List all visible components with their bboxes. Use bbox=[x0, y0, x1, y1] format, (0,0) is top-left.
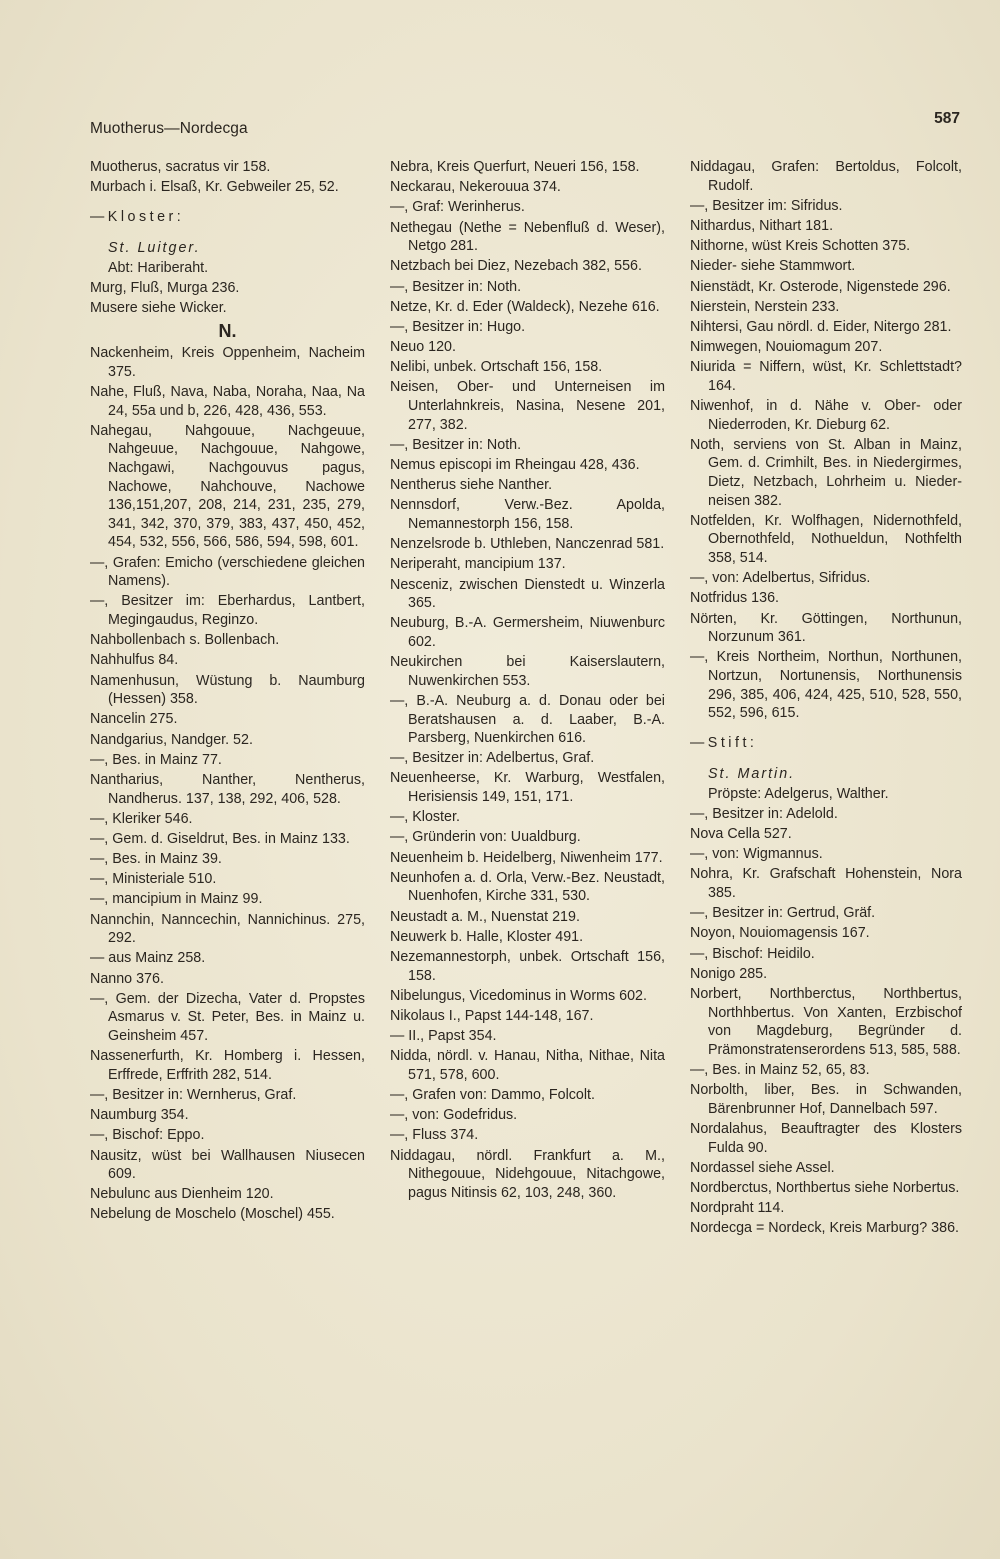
index-entry: —, Bischof: Heidilo. bbox=[690, 945, 815, 962]
index-entry: Nezemannestorph, unbek. Ortschaft 156, 158. bbox=[390, 948, 665, 984]
index-entry: Nordassel siehe Assel. bbox=[690, 1159, 835, 1176]
index-entry: Neuburg, B.-A. Germersheim, Niuwenburc 602. bbox=[390, 615, 665, 650]
index-entry: Niwenhof, in d. Nähe v. Ober- oder Niederroden, Kr. Dieburg 62. bbox=[690, 398, 962, 433]
index-entry: Pröpste: Adelgerus, Walther. bbox=[708, 785, 889, 802]
index-entry: —, Kreis Northeim, Northun, Northunen, Nortzun, Nortunensis, Northunensis 296, 385, 406, 424, 425, 510, 528, 550, 552, 596, 615. bbox=[690, 649, 962, 722]
index-entry: Nannchin, Nanncechin, Nannichinus. 275, 292. bbox=[90, 911, 365, 947]
index-entry: Nikolaus I., Papst 144-148, 167. bbox=[390, 1007, 594, 1024]
index-entry: Norbert, Northberctus, Northbertus, Northhbertus. Von Xanten, Erzbischof von Magdeburg, Begründer d. Prämonstratenserordens 513, 585, 588. bbox=[690, 985, 962, 1058]
index-entry: Muotherus, sacratus vir 158. bbox=[90, 159, 271, 175]
index-entry: Nienstädt, Kr. Osterode, Nigenstede 296. bbox=[690, 278, 951, 295]
index-entry: Nahbollenbach s. Bollenbach. bbox=[90, 632, 280, 649]
index-entry: Notfelden, Kr. Wolfhagen, Nidernothfeld, Obernothfeld, Nothueldun, Nothfelth 358, 514. bbox=[690, 512, 962, 566]
index-entry: Nennsdorf, Verw.-Bez. Apolda, Nemannestorph 156, 158. bbox=[390, 497, 665, 532]
index-entry: —, Graf: Werinherus. bbox=[390, 199, 525, 216]
index-entry: Nordberctus, Northbertus siehe Norbertus. bbox=[690, 1179, 960, 1196]
index-entry: Niurida = Niffern, wüst, Kr. Schlettstadt? 164. bbox=[690, 359, 962, 394]
index-entry: Neuenheerse, Kr. Warburg, Westfalen, Herisiensis 149, 151, 171. bbox=[390, 770, 665, 806]
index-entry: Neriperaht, mancipium 137. bbox=[390, 556, 566, 573]
index-entry: Nahegau, Nahgouue, Nachgeuue, Nahgeuue, Nachgouue, Nahgowe, Nachgawi, Nachgouvus pagus, Nachowe, Nahchouve, Nachowe 136,151,207, 208, 214, 231, 235, 279, 341, 342, 370, 379, 383, 437, 450, 452, 454, 532, 556, 566, 586, 594, 598, 601. bbox=[90, 422, 365, 551]
index-entry: Nidda, nördl. v. Hanau, Nitha, Nithae, Nita 571, 578, 600. bbox=[390, 1048, 665, 1083]
index-entry: Nancelin 275. bbox=[90, 711, 178, 728]
index-entry: —, Besitzer in: Adelbertus, Graf. bbox=[390, 750, 595, 767]
index-entry: Nithardus, Nithart 181. bbox=[690, 217, 834, 234]
index-entry: Netze, Kr. d. Eder (Waldeck), Nezehe 616. bbox=[390, 298, 660, 315]
index-entry: —, Bischof: Eppo. bbox=[90, 1127, 205, 1144]
index-entry: Nanno 376. bbox=[90, 970, 164, 987]
index-entry: —, Besitzer in: Noth. bbox=[390, 436, 522, 453]
index-entry: Nebulunc aus Dienheim 120. bbox=[90, 1186, 274, 1203]
index-entry: Nahe, Fluß, Nava, Naba, Noraha, Naa, Na 24, 55a und b, 226, 428, 436, 553. bbox=[90, 384, 365, 419]
index-entry: —, von: Godefridus. bbox=[390, 1107, 518, 1124]
index-entry: Murbach i. Elsaß, Kr. Gebweiler 25, 52. bbox=[90, 179, 339, 196]
index-entry: Nausitz, wüst bei Wallhausen Niusecen 609. bbox=[90, 1147, 365, 1183]
index-subheading-italic: St. Luitger. bbox=[108, 239, 201, 256]
index-subheading: —Stift: bbox=[690, 735, 758, 752]
index-entry: Nordalahus, Beauftragter des Klosters Fulda 90. bbox=[690, 1120, 962, 1156]
index-entry: —, Besitzer in: Noth. bbox=[390, 278, 522, 295]
index-entry: Nonigo 285. bbox=[690, 965, 768, 982]
index-entry: —, Gründerin von: Uualdburg. bbox=[390, 829, 581, 846]
index-entry: Neuo 120. bbox=[390, 339, 456, 356]
index-entry: Nibelungus, Vicedominus in Worms 602. bbox=[390, 987, 647, 1004]
index-entry: —, Kloster. bbox=[390, 809, 460, 826]
index-entry: Neisen, Ober- und Unterneisen im Unterlahnkreis, Nasina, Nesene 201, 277, 382. bbox=[390, 379, 665, 433]
index-entry: Noyon, Nouiomagensis 167. bbox=[690, 925, 870, 942]
index-entry: Abt: Hariberaht. bbox=[108, 259, 209, 276]
index-subheading-italic: St. Martin. bbox=[708, 765, 796, 782]
section-letter: N. bbox=[218, 320, 237, 341]
index-entry: —, Besitzer im: Eberhardus, Lantbert, Megingaudus, Reginzo. bbox=[90, 593, 365, 628]
running-head: Muotherus—Nordecga bbox=[90, 120, 248, 137]
index-entry: Norbolth, liber, Bes. in Schwanden, Bärenbrunner Hof, Dannelbach 597. bbox=[690, 1082, 962, 1117]
index-entry: Niddagau, nördl. Frankfurt a. M., Nithegouue, Nidehgouue, Nitachgowe, pagus Nitinsis 62, 103, 248, 360. bbox=[390, 1147, 665, 1201]
index-entry: Nordecga = Nordeck, Kreis Marburg? 386. bbox=[690, 1220, 959, 1237]
index-entry: Nassenerfurth, Kr. Homberg i. Hessen, Erffrede, Erffrith 282, 514. bbox=[90, 1048, 365, 1083]
index-entry: —, Kleriker 546. bbox=[90, 810, 193, 827]
index-entry: —, von: Wigmannus. bbox=[690, 846, 823, 863]
index-entry: Nesceniz, zwischen Dienstedt u. Winzerla 365. bbox=[390, 576, 665, 612]
index-entry: —, mancipium in Mainz 99. bbox=[90, 891, 263, 908]
index-entry: Neustadt a. M., Nuenstat 219. bbox=[390, 908, 580, 925]
index-entry: — aus Mainz 258. bbox=[90, 950, 206, 967]
index-entry: Nandgarius, Nandger. 52. bbox=[90, 731, 253, 748]
index-entry: Nova Cella 527. bbox=[690, 826, 792, 843]
index-column-2 bbox=[390, 158, 665, 1204]
index-entry: Nihtersi, Gau nördl. d. Eider, Nitergo 281. bbox=[690, 318, 952, 335]
index-entry: —, Besitzer in: Gertrud, Gräf. bbox=[690, 905, 876, 922]
index-entry: Nohra, Kr. Grafschaft Hohenstein, Nora 385. bbox=[690, 866, 962, 902]
index-entry: Neuwerk b. Halle, Kloster 491. bbox=[390, 928, 584, 945]
index-entry: Nethegau (Nethe = Nebenfluß d. Weser), Netgo 281. bbox=[390, 219, 665, 255]
index-entry: Naumburg 354. bbox=[90, 1107, 189, 1124]
index-entry: Murg, Fluß, Murga 236. bbox=[90, 279, 240, 296]
index-entry: —, Fluss 374. bbox=[390, 1127, 479, 1144]
index-entry: Nelibi, unbek. Ortschaft 156, 158. bbox=[390, 359, 603, 376]
index-entry: Neckarau, Nekerouua 374. bbox=[390, 179, 561, 196]
index-entry: — II., Papst 354. bbox=[390, 1028, 497, 1045]
index-entry: Neukirchen bei Kaiserslautern, Nuwenkirchen 553. bbox=[390, 654, 665, 689]
index-column-1 bbox=[90, 158, 365, 1226]
index-entry: —, Ministeriale 510. bbox=[90, 871, 217, 888]
index-entry: Nenzelsrode b. Uthleben, Nanczenrad 581. bbox=[390, 536, 665, 553]
index-entry: —, Besitzer im: Sifridus. bbox=[690, 197, 843, 214]
index-entry: —, Besitzer in: Hugo. bbox=[390, 318, 526, 335]
index-entry: Nemus episcopi im Rheingau 428, 436. bbox=[390, 457, 640, 474]
index-entry: —, B.-A. Neuburg a. d. Donau oder bei Beratshausen a. d. Laaber, B.-A. Parsberg, Nuenkirchen 616. bbox=[390, 692, 665, 747]
index-entry: —, von: Adelbertus, Sifridus. bbox=[690, 570, 871, 587]
index-entry: —, Bes. in Mainz 77. bbox=[90, 751, 222, 768]
index-entry: Nordpraht 114. bbox=[690, 1200, 785, 1217]
index-entry: —, Besitzer in: Adelold. bbox=[690, 805, 838, 822]
index-entry: Nebra, Kreis Querfurt, Neueri 156, 158. bbox=[390, 159, 640, 175]
index-entry: Nimwegen, Nouiomagum 207. bbox=[690, 339, 883, 356]
page-number: 587 bbox=[934, 110, 960, 127]
index-entry: Namenhusun, Wüstung b. Naumburg (Hessen) 358. bbox=[90, 672, 365, 708]
index-entry: —, Grafen von: Dammo, Folcolt. bbox=[390, 1087, 595, 1104]
index-subheading: —Kloster: bbox=[90, 209, 185, 226]
index-entry: Nierstein, Nerstein 233. bbox=[690, 298, 840, 315]
index-entry: Nithorne, wüst Kreis Schotten 375. bbox=[690, 238, 911, 255]
index-entry: —, Besitzer in: Wernherus, Graf. bbox=[90, 1086, 297, 1103]
index-entry: Nentherus siehe Nanther. bbox=[390, 477, 553, 494]
index-entry: —, Gem. d. Giseldrut, Bes. in Mainz 133. bbox=[90, 830, 350, 847]
index-entry: Nackenheim, Kreis Oppenheim, Nacheim 375. bbox=[90, 345, 365, 380]
index-entry: Noth, serviens von St. Alban in Mainz, Gem. d. Crimhilt, Bes. in Niedergirmes, Dietz, Netzbach, Lohrheim u. Niederneisen 382. bbox=[690, 436, 962, 509]
index-entry: Musere siehe Wicker. bbox=[90, 300, 227, 317]
index-entry: Nebelung de Moschelo (Moschel) 455. bbox=[90, 1206, 335, 1223]
index-entry: Nahhulfus 84. bbox=[90, 652, 179, 669]
index-entry: —, Grafen: Emicho (verschiedene gleichen Namens). bbox=[90, 554, 365, 590]
index-entry: Nantharius, Nanther, Nentherus, Nandherus. 137, 138, 292, 406, 528. bbox=[90, 771, 365, 807]
index-entry: Neuenheim b. Heidelberg, Niwenheim 177. bbox=[390, 849, 663, 866]
index-entry: Niddagau, Grafen: Bertoldus, Folcolt, Rudolf. bbox=[690, 159, 962, 194]
index-entry: Netzbach bei Diez, Nezebach 382, 556. bbox=[390, 258, 642, 275]
index-entry: —, Gem. der Dizecha, Vater d. Propstes Asmarus v. St. Peter, Bes. in Mainz u. Geinsheim 457. bbox=[90, 990, 365, 1044]
index-entry: Nörten, Kr. Göttingen, Northunun, Norzunum 361. bbox=[690, 610, 962, 646]
index-entry: Notfridus 136. bbox=[690, 590, 780, 607]
index-column-3 bbox=[690, 158, 962, 1239]
index-entry: Neunhofen a. d. Orla, Verw.-Bez. Neustadt, Nuenhofen, Kirche 331, 530. bbox=[390, 869, 665, 905]
index-entry: Nieder- siehe Stammwort. bbox=[690, 258, 856, 275]
index-entry: —, Bes. in Mainz 52, 65, 83. bbox=[690, 1061, 870, 1078]
index-entry: —, Bes. in Mainz 39. bbox=[90, 851, 222, 868]
